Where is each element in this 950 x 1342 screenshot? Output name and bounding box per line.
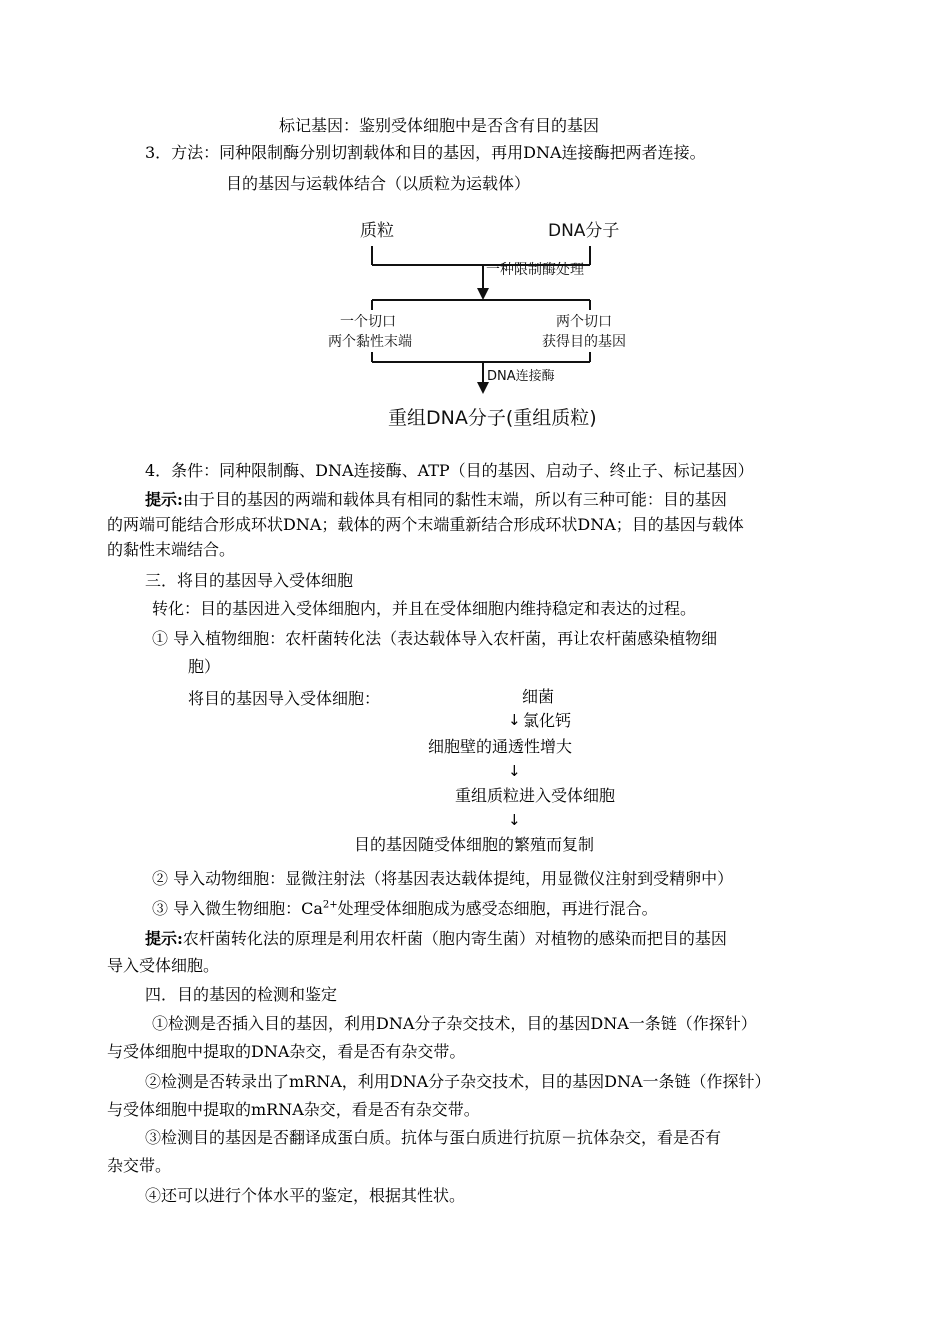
left-result-line2: 两个黏性末端: [328, 334, 412, 350]
tip1-label: 提示:: [145, 490, 183, 509]
section4-heading: 四．目的基因的检测和鉴定: [145, 985, 338, 1004]
flow-arrow1-label: 氯化钙: [523, 711, 572, 730]
right-result-line1: 两个切口: [556, 314, 612, 330]
detect1-line1: ①检测是否插入目的基因，利用DNA分子杂交技术，目的基因DNA一条链（作探针）: [152, 1014, 757, 1033]
plasmid-label: 质粒: [360, 221, 394, 241]
flow-arrow3: ↓: [508, 811, 521, 829]
section3-heading: 三．将目的基因导入受体细胞: [145, 571, 354, 590]
tip1-line2: 的两端可能结合形成环状DNA；载体的两个末端重新结合形成环状DNA；目的基因与载体: [107, 515, 744, 534]
flow-arrow1: ↓: [508, 711, 521, 729]
microbe-item-suffix: 处理受体细胞成为感受态细胞，再进行混合。: [337, 899, 658, 918]
right-result-line2: 获得目的基因: [542, 334, 626, 350]
enzyme-step-label: 一种限制酶处理: [486, 262, 584, 278]
plant-item-line1: ① 导入植物细胞：农杆菌转化法（表达载体导入农杆菌，再让农杆菌感染植物细: [152, 629, 718, 648]
flow-intro: 将目的基因导入受体细胞：: [188, 689, 381, 708]
transform-definition: 转化：目的基因进入受体细胞内，并且在受体细胞内维持稳定和表达的过程。: [152, 599, 697, 618]
tip1-line3: 的黏性末端结合。: [107, 540, 236, 559]
detect2-line1: ②检测是否转录出了mRNA，利用DNA分子杂交技术，目的基因DNA一条链（作探针）: [145, 1072, 771, 1091]
enzyme-arrowhead: [477, 288, 489, 300]
recombinant-dna-diagram: [320, 210, 660, 440]
microbe-item-prefix: ③ 导入微生物细胞：Ca: [152, 899, 323, 918]
tip1-text1: 由于目的基因的两端和载体具有相同的黏性末端，所以有三种可能：目的基因: [182, 490, 727, 509]
detect4-line: ④还可以进行个体水平的鉴定，根据其性状。: [145, 1186, 466, 1205]
method-line: 3．方法：同种限制酶分别切割载体和目的基因，再用DNA连接酶把两者连接。: [145, 143, 706, 162]
calcium-charge: 2+: [322, 899, 338, 911]
tip1-line1: [145, 489, 727, 511]
tip2-label: 提示:: [145, 929, 183, 948]
animal-item: ② 导入动物细胞：显微注射法（将基因表达载体提纯，用显微仪注射到受精卵中）: [152, 869, 734, 888]
microbe-item: [152, 898, 658, 920]
detect1-line2: 与受体细胞中提取的DNA杂交，看是否有杂交带。: [107, 1042, 466, 1061]
flow-arrow2: ↓: [508, 762, 521, 780]
dna-molecule-label: DNA分子: [548, 221, 620, 241]
flow-step2: 细胞壁的通透性增大: [428, 737, 573, 756]
tip2-text1: 农杆菌转化法的原理是利用农杆菌（胞内寄生菌）对植物的感染而把目的基因: [182, 929, 727, 948]
marker-gene-line: 标记基因：鉴别受体细胞中是否含有目的基因: [279, 116, 600, 135]
tip2-line2: 导入受体细胞。: [107, 956, 220, 975]
flow-step4: 目的基因随受体细胞的繁殖而复制: [354, 835, 595, 854]
combination-heading: 目的基因与运载体结合（以质粒为运载体）: [226, 174, 531, 193]
detect2-line2: 与受体细胞中提取的mRNA杂交，看是否有杂交带。: [107, 1100, 480, 1119]
flow-step3: 重组质粒进入受体细胞: [455, 786, 616, 805]
ligase-step-label: DNA连接酶: [487, 369, 555, 384]
conditions-line: 4．条件：同种限制酶、DNA连接酶、ATP（目的基因、启动子、终止子、标记基因）: [145, 461, 754, 480]
product-label: 重组DNA分子(重组质粒): [388, 407, 597, 429]
detect3-line1: ③检测目的基因是否翻译成蛋白质。抗体与蛋白质进行抗原－抗体杂交，看是否有: [145, 1128, 722, 1147]
plant-item-line2: 胞）: [188, 657, 221, 676]
left-result-line1: 一个切口: [340, 314, 396, 330]
tip2-line1: [145, 928, 727, 950]
flow-step1: 细菌: [522, 687, 555, 706]
detect3-line2: 杂交带。: [107, 1156, 172, 1175]
